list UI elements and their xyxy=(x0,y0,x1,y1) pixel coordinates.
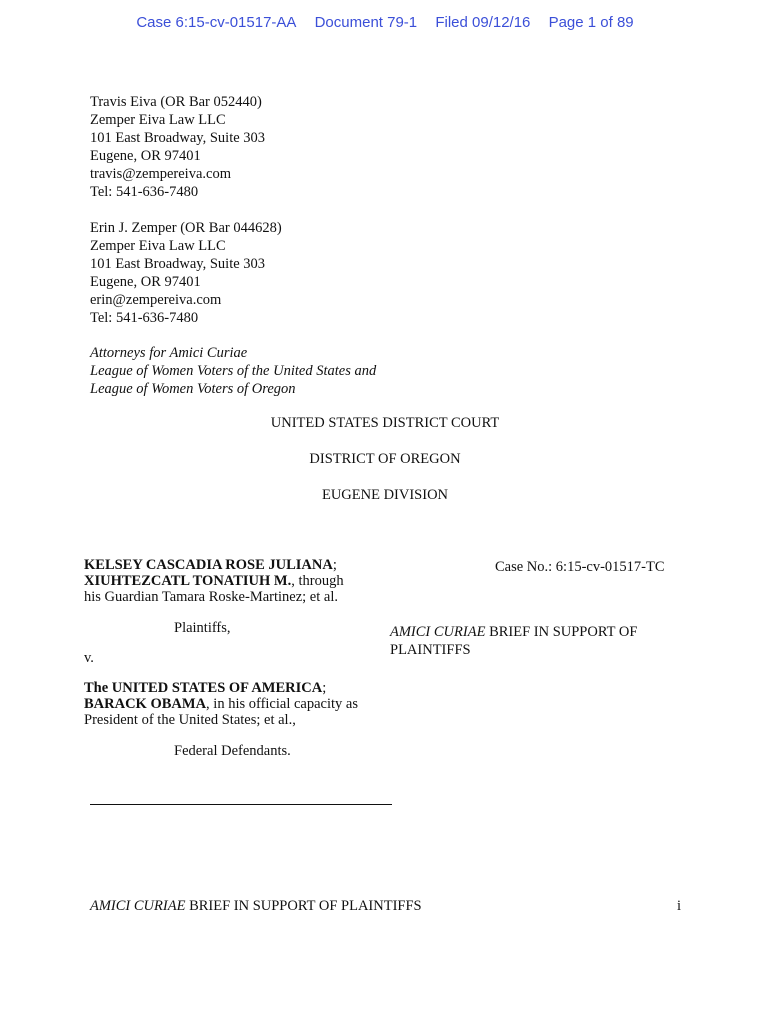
ecf-header xyxy=(0,14,770,31)
caption-rule xyxy=(90,804,392,805)
attorney-email: travis@zempereiva.com xyxy=(90,166,231,182)
attorney-line: 101 East Broadway, Suite 303 xyxy=(90,130,266,146)
plaintiffs-label: Plaintiffs, xyxy=(174,620,231,636)
amici-line: Attorneys for Amici Curiae xyxy=(90,345,248,361)
attorney-email: erin@zempereiva.com xyxy=(90,292,222,308)
attorney-block-eiva xyxy=(90,93,265,201)
defendant-name: BARACK OBAMA xyxy=(84,696,207,712)
attorney-line: Zemper Eiva Law LLC xyxy=(90,112,226,128)
court-name: UNITED STATES DISTRICT COURT xyxy=(270,415,500,431)
header-page-count: Page 1 of 89 xyxy=(548,14,634,31)
amici-line: League of Women Voters of the United States and xyxy=(90,363,377,379)
defendant-name: The UNITED STATES OF AMERICA xyxy=(84,680,323,696)
amici-attorneys-block xyxy=(90,344,376,398)
case-number: Case No.: 6:15-cv-01517-TC xyxy=(495,559,665,575)
plaintiff-name: KELSEY CASCADIA ROSE JULIANA xyxy=(84,557,333,573)
attorney-line: 101 East Broadway, Suite 303 xyxy=(90,256,266,272)
footer-page-number: i xyxy=(677,898,682,914)
header-filed-date: Filed 09/12/16 xyxy=(435,14,531,31)
header-case-number: Case 6:15-cv-01517-AA xyxy=(136,14,297,31)
court-district: DISTRICT OF OREGON xyxy=(309,451,461,467)
brief-title: AMICI CURIAE BRIEF IN SUPPORT OF PLAINTIFFS xyxy=(390,624,638,658)
defendants-caption: The UNITED STATES OF AMERICA; BARACK OBAMA, in his official capacity as President of the United States; et al., xyxy=(84,680,358,728)
attorney-line: Eugene, OR 97401 xyxy=(90,148,201,164)
versus: v. xyxy=(84,650,94,666)
plaintiff-name: XIUHTEZCATL TONATIUH M. xyxy=(84,573,292,589)
attorney-line: Travis Eiva (OR Bar 052440) xyxy=(90,94,262,110)
attorney-phone: Tel: 541-636-7480 xyxy=(90,184,199,200)
attorney-phone: Tel: 541-636-7480 xyxy=(90,310,199,326)
attorney-line: Zemper Eiva Law LLC xyxy=(90,238,226,254)
attorney-line: Erin J. Zemper (OR Bar 044628) xyxy=(90,220,282,236)
attorney-line: Eugene, OR 97401 xyxy=(90,274,201,290)
amici-line: League of Women Voters of Oregon xyxy=(90,381,296,397)
attorney-block-zemper xyxy=(90,219,282,327)
plaintiffs-caption: KELSEY CASCADIA ROSE JULIANA; XIUHTEZCATL TONATIUH M., through his Guardian Tamara Roske-Martinez; et al. xyxy=(84,557,344,605)
footer-title: AMICI CURIAE BRIEF IN SUPPORT OF PLAINTIFFS xyxy=(90,898,422,914)
defendants-label: Federal Defendants. xyxy=(174,743,291,759)
header-document-number: Document 79-1 xyxy=(314,14,418,31)
court-division: EUGENE DIVISION xyxy=(321,487,449,503)
